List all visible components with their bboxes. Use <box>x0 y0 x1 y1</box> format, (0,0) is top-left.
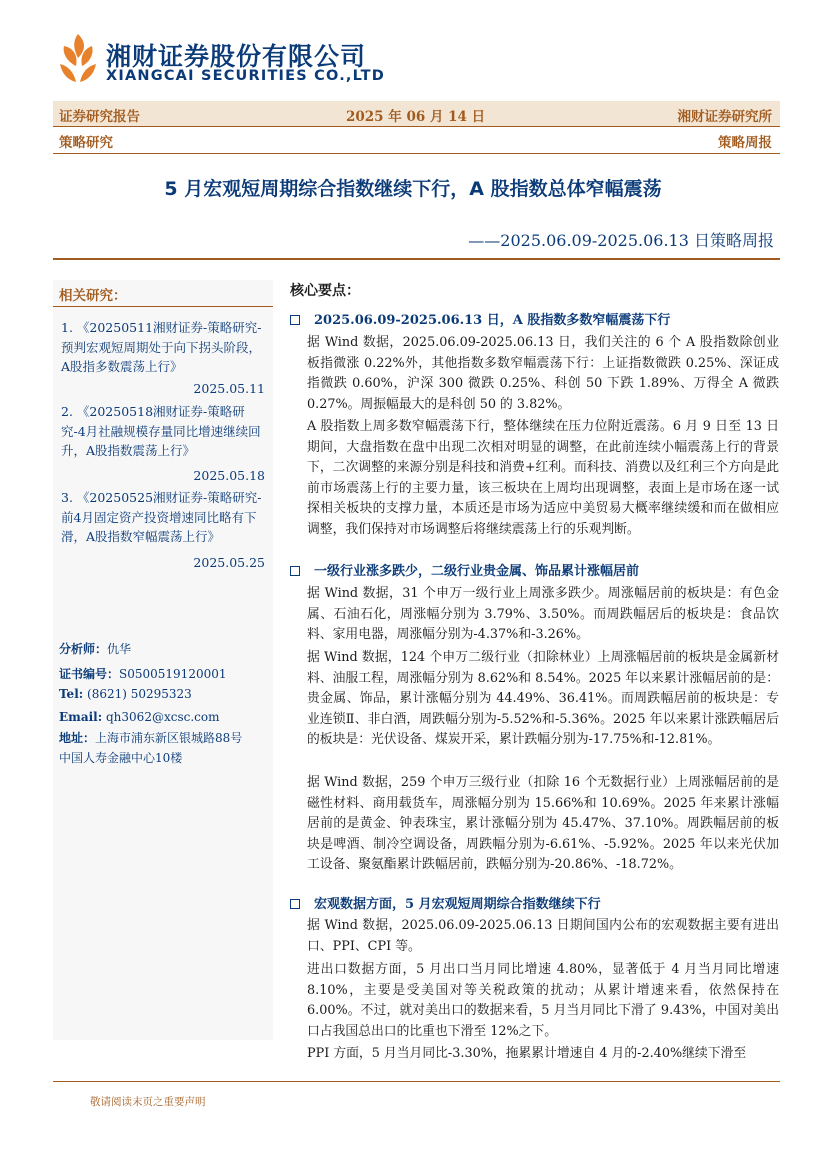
section-heading-1 <box>290 309 670 328</box>
paragraph: 据 Wind 数据，2025.06.09-2025.06.13 日，我们关注的 6 个 A 股指数除创业板指微涨 0.22%外，其他指数多数窄幅震荡下行：上证指数微跌 0.25%、深证成指微跌 0.60%，沪深 300 微跌 0.25%、科创 50 下跌 1.89%、万得全 A 微跌 0.27%。周振幅最大的是科创 50 的 3.82%。 <box>307 335 779 412</box>
company-name-en: XIANGCAI SECURITIES CO.,LTD <box>106 68 385 84</box>
related-research-heading: 相关研究： <box>59 288 127 304</box>
address-line-2: 中国人寿金融中心10楼 <box>59 751 183 765</box>
tel-line <box>59 685 271 703</box>
checkbox-square-icon <box>290 315 300 325</box>
page-title: 5 月宏观短周期综合指数继续下行，A 股指数总体窄幅震荡 <box>164 178 662 200</box>
paragraph: 据 Wind 数据，2025.06.09-2025.06.13 日期间国内公布的宏观数据主要有进出口、PPI、CPI 等。 <box>307 918 779 954</box>
related-item-1[interactable]: 1. 《20250511湘财证券-策略研究-预判宏观短周期处于向下拐头阶段，A股指多数震荡上行》 <box>61 320 262 374</box>
email-label: Email: <box>59 710 103 724</box>
company-name-cn: 湘财证券股份有限公司 <box>106 42 367 71</box>
paragraph: 据 Wind 数据，31 个申万一级行业上周涨多跌少。周涨幅居前的板块是：有色金属、石油石化，周涨幅分别为 3.79%、3.50%。而周跌幅居后的板块是：食品饮料、家用电器，周涨幅分别为-4.37%和-3.26%。 <box>307 586 779 642</box>
report-category: 策略研究 <box>59 135 113 151</box>
core-points-heading: 核心要点： <box>290 283 360 299</box>
institute-name: 湘财证券研究所 <box>677 109 772 125</box>
paragraph: 据 Wind 数据，124 个申万二级行业（扣除林业）上周涨幅居前的板块是金属新材料、油服工程，周涨幅分别为 8.62%和 8.54%。2025 年以来累计涨幅居前的是：贵金属、饰品，累计涨幅分别为 44.49%、36.41%。而周跌幅居前的板块是：专业连锁Ⅱ、非白酒，周跌幅分别为-5.52%和-5.36%。2025 年以来累计涨跌幅居后的板块是：光伏设备、煤炭开采，累计跌幅分别为-17.75%和-12.81%。 <box>307 650 779 747</box>
report-date: 2025 年 06 月 14 日 <box>346 109 486 125</box>
related-item-1-date: 2025.05.11 <box>193 381 265 396</box>
analyst-name: 仇华 <box>107 642 132 656</box>
paragraph: 进出口数据方面，5 月出口当月同比增速 4.80%，显著低于 4 月当月同比增速 8.10%，主要是受美国对等关税政策的扰动；从累计增速来看，依然保持在 6.00%。不过，就对美出口的数据来看，5 月当月同比下滑了 9.43%，中国对美出口占我国总出口的比重也下滑至 12%之下。 <box>307 962 779 1039</box>
header-subband <box>53 127 780 154</box>
cert-line <box>59 665 271 683</box>
company-logo <box>56 32 385 88</box>
sidebar-divider <box>53 306 273 307</box>
tel-number: (8621) 50295323 <box>87 687 192 701</box>
paragraph: PPI 方面，5 月当月同比-3.30%，拖累累计增速自 4 月的-2.40%继续下滑至 <box>307 1046 747 1061</box>
cert-number: S0500519120001 <box>119 667 227 681</box>
paragraph: A 股指数上周多数窄幅震荡下行，整体继续在压力位附近震荡。6 月 9 日至 13 日期间，大盘指数在盘中出现二次相对明显的调整，在此前连续小幅震荡上行的背景下，二次调整的来源分别是科技和消费+红利。而科技、消费以及红利三个方向是此前市场震荡上行的主要力量，该三板块在上周均出现调整，表面上是市场在逐一试探相关板块的支撑力量，本质还是市场为适应中美贸易大概率继续缓和而在做相应调整，我们保持对市场调整后将继续震荡上行的乐观判断。 <box>307 419 779 537</box>
analyst-line <box>59 640 271 658</box>
address-line-1: 上海市浦东新区银城路88号 <box>95 731 243 745</box>
email-line <box>59 708 271 726</box>
section-heading-3 <box>290 893 601 912</box>
section-heading-1-text: 2025.06.09-2025.06.13 日，A 股指数多数窄幅震荡下行 <box>314 313 671 328</box>
related-item-2[interactable]: 2. 《20250518湘财证券-策略研究-4月社融规模存量同比增速继续回升，A股指数震荡上行》 <box>61 404 261 458</box>
report-type: 证券研究报告 <box>59 109 140 125</box>
related-item-3[interactable]: 3. 《20250525湘财证券-策略研究-前4月固定资产投资增速同比略有下滑，A股指数窄幅震荡上行》 <box>61 490 262 544</box>
tel-label: Tel: <box>59 687 84 701</box>
paragraph: 据 Wind 数据，259 个申万三级行业（扣除 16 个无数据行业）上周涨幅居前的是磁性材料、商用载货车，周涨幅分别为 15.66%和 10.69%。2025 年来累计涨幅居前的是黄金、钟表珠宝，累计涨幅分别为 45.47%、37.10%。周跌幅居前的板块是啤酒、制冷空调设备，周跌幅分别为-6.61%、-5.92%。2025 年以来光伏加工设备、聚氨酯累计跌幅居前，跌幅分别为-20.86%、-18.72%。 <box>307 775 779 872</box>
xiangcai-logo-icon <box>56 32 100 86</box>
related-item-2-date: 2025.05.18 <box>193 468 265 483</box>
analyst-label: 分析师： <box>59 642 108 656</box>
section-heading-2-text: 一级行业涨多跌少，二级行业贵金属、饰品累计涨幅居前 <box>314 564 640 579</box>
sidebar <box>53 280 273 1040</box>
checkbox-square-icon <box>290 899 300 909</box>
footer-divider <box>53 1081 780 1082</box>
section-heading-2 <box>290 560 639 579</box>
page-subtitle: ——2025.06.09-2025.06.13 日策略周报 <box>468 231 774 250</box>
related-item-3-date: 2025.05.25 <box>193 555 265 570</box>
email-address[interactable]: qh3062@xcsc.com <box>106 710 220 724</box>
address-label: 地址： <box>59 731 96 745</box>
checkbox-square-icon <box>290 566 300 576</box>
title-divider <box>53 258 780 260</box>
section-heading-3-text: 宏观数据方面，5 月宏观短周期综合指数继续下行 <box>314 897 601 912</box>
header-band <box>53 101 780 127</box>
report-series: 策略周报 <box>718 135 772 151</box>
footer-disclaimer: 敬请阅读末页之重要声明 <box>90 1096 206 1108</box>
cert-label: 证书编号： <box>59 667 120 681</box>
address-line <box>59 729 271 747</box>
